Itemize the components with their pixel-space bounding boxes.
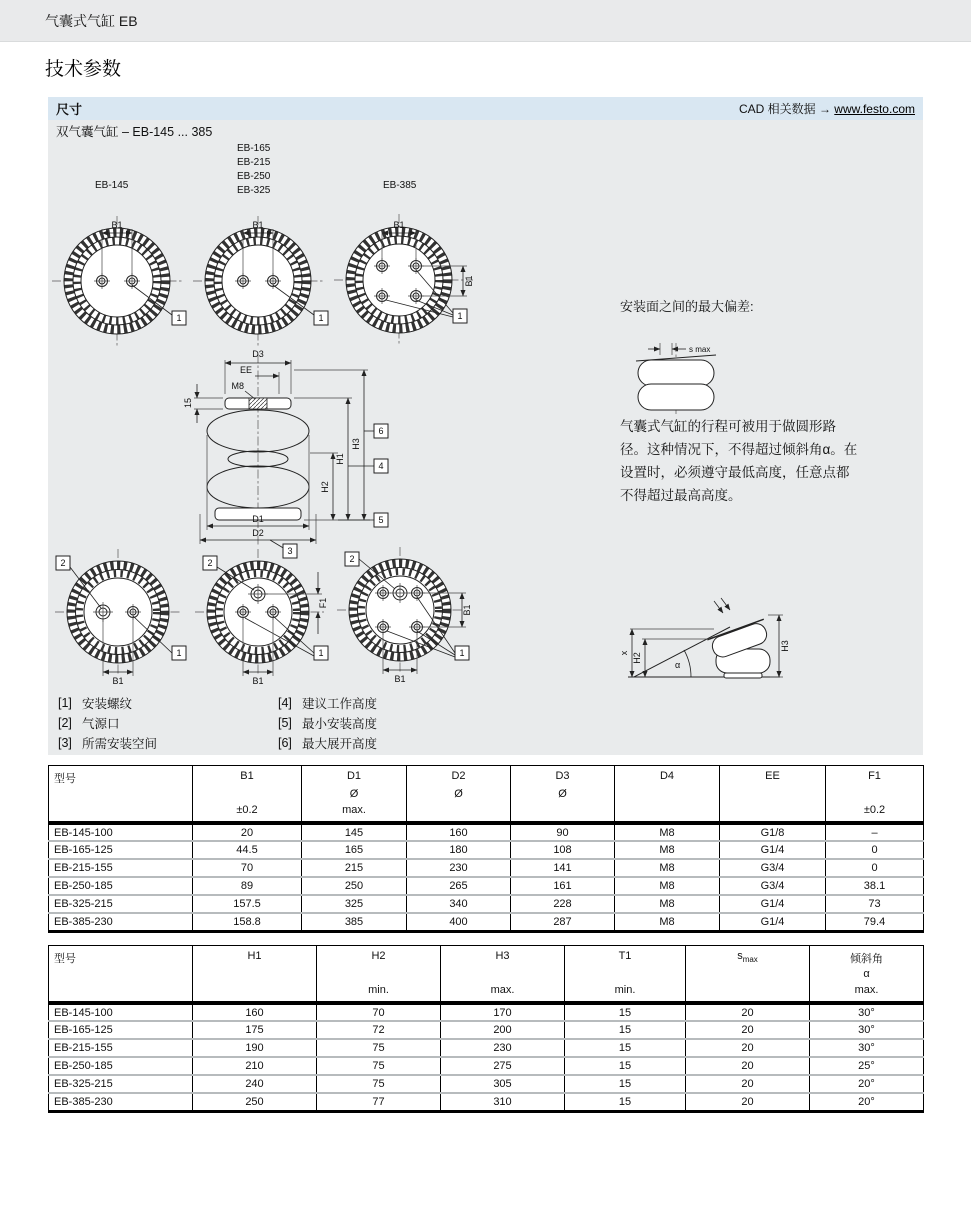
svg-text:B1: B1 bbox=[112, 676, 124, 686]
svg-text:1: 1 bbox=[176, 648, 182, 658]
table-row bbox=[49, 823, 924, 841]
svg-text:H1: H1 bbox=[335, 453, 345, 465]
bottom-view-eb145 bbox=[55, 549, 186, 686]
svg-text:D2: D2 bbox=[252, 528, 264, 538]
column-header: 倾斜角 α max. bbox=[810, 946, 924, 1004]
value-cell: G1/4 bbox=[720, 841, 826, 859]
value-cell: M8 bbox=[615, 823, 720, 841]
table-row bbox=[49, 1093, 924, 1111]
cad-label: CAD 相关数据 bbox=[738, 102, 816, 116]
value-cell: 215 bbox=[302, 859, 407, 877]
panel-header bbox=[48, 97, 923, 120]
value-cell: M8 bbox=[615, 895, 720, 913]
svg-text:D3: D3 bbox=[252, 349, 264, 359]
top-view-eb385 bbox=[334, 214, 474, 346]
value-cell: 265 bbox=[407, 877, 511, 895]
svg-text:2: 2 bbox=[349, 554, 355, 564]
value-cell: 30° bbox=[810, 1039, 924, 1057]
value-cell: M8 bbox=[615, 913, 720, 931]
svg-text:3: 3 bbox=[287, 546, 293, 556]
legend-label: 建议工作高度 bbox=[302, 697, 378, 711]
value-cell: 15 bbox=[565, 1039, 686, 1057]
value-cell: 20° bbox=[810, 1075, 924, 1093]
model-cell: EB-145-100 bbox=[54, 826, 113, 839]
panel-title: 尺寸 bbox=[56, 102, 83, 117]
value-cell: G1/4 bbox=[720, 895, 826, 913]
value-cell: 340 bbox=[407, 895, 511, 913]
value-cell: 20 bbox=[193, 823, 302, 841]
cross-section-view bbox=[183, 349, 388, 558]
column-header: B1 ±0.2 bbox=[193, 766, 302, 824]
svg-text:B1: B1 bbox=[394, 674, 406, 684]
svg-text:B1: B1 bbox=[393, 220, 405, 230]
value-cell: 30° bbox=[810, 1003, 924, 1021]
value-cell: – bbox=[826, 823, 924, 841]
section-title: 技术参数 bbox=[45, 59, 122, 80]
value-cell: 44.5 bbox=[193, 841, 302, 859]
value-cell: 165 bbox=[302, 841, 407, 859]
svg-text:D1: D1 bbox=[252, 514, 264, 524]
value-cell: 250 bbox=[193, 1093, 317, 1111]
value-cell: 30° bbox=[810, 1021, 924, 1039]
legend-number: [2] bbox=[58, 716, 72, 730]
value-cell: 230 bbox=[407, 859, 511, 877]
svg-text:B1: B1 bbox=[252, 676, 264, 686]
value-cell: G3/4 bbox=[720, 859, 826, 877]
value-cell: 157.5 bbox=[193, 895, 302, 913]
value-cell: 310 bbox=[441, 1093, 565, 1111]
svg-text:H3: H3 bbox=[351, 438, 361, 450]
legend-label: 气源口 bbox=[82, 717, 120, 731]
table-row bbox=[49, 913, 924, 931]
value-cell: 20 bbox=[686, 1003, 810, 1021]
model-cell: EB-215-155 bbox=[54, 862, 113, 874]
value-cell: 228 bbox=[511, 895, 615, 913]
table-row bbox=[49, 1075, 924, 1093]
page-header-title: 气囊式气缸 EB bbox=[45, 12, 138, 29]
legend-item bbox=[58, 693, 278, 713]
legend-label: 最大展开高度 bbox=[302, 737, 378, 751]
offset-note-title: 安装面之间的最大偏差: bbox=[620, 299, 754, 314]
column-header: D1 Ø max. bbox=[302, 766, 407, 824]
model-cell: EB-250-185 bbox=[54, 1060, 113, 1072]
svg-text:EE: EE bbox=[239, 365, 252, 375]
svg-text:F1: F1 bbox=[318, 597, 328, 609]
svg-text:H2: H2 bbox=[320, 481, 330, 493]
value-cell: 25° bbox=[810, 1057, 924, 1075]
value-cell: 72 bbox=[317, 1021, 441, 1039]
bottom-view-eb385 bbox=[337, 547, 472, 684]
value-cell: 158.8 bbox=[193, 913, 302, 931]
legend-item bbox=[58, 733, 278, 753]
column-header: D3 Ø bbox=[511, 766, 615, 824]
value-cell: 190 bbox=[193, 1039, 317, 1057]
column-header: D4 bbox=[615, 766, 720, 824]
table-row bbox=[49, 841, 924, 859]
table-row bbox=[49, 1021, 924, 1039]
svg-text:x: x bbox=[619, 650, 629, 656]
table-row bbox=[49, 1057, 924, 1075]
value-cell: 15 bbox=[565, 1075, 686, 1093]
value-cell: 73 bbox=[826, 895, 924, 913]
svg-text:B1: B1 bbox=[462, 604, 472, 616]
cad-data-line bbox=[739, 100, 915, 117]
top-view-eb165-325 bbox=[193, 216, 328, 346]
value-cell: M8 bbox=[615, 877, 720, 895]
value-cell: M8 bbox=[615, 859, 720, 877]
svg-text:1: 1 bbox=[176, 313, 182, 323]
model-cell: EB-325-215 bbox=[54, 1078, 113, 1090]
page-header-band bbox=[0, 0, 971, 42]
svg-text:B1: B1 bbox=[111, 220, 123, 230]
value-cell: 20 bbox=[686, 1093, 810, 1111]
table-row bbox=[49, 895, 924, 913]
value-cell: 75 bbox=[317, 1039, 441, 1057]
svg-text:1: 1 bbox=[318, 648, 324, 658]
value-cell: 175 bbox=[193, 1021, 317, 1039]
model-cell: EB-145-100 bbox=[54, 1006, 113, 1019]
svg-text:1: 1 bbox=[318, 313, 324, 323]
svg-text:2: 2 bbox=[207, 558, 213, 568]
value-cell: 180 bbox=[407, 841, 511, 859]
value-cell: G1/8 bbox=[720, 823, 826, 841]
legend-item bbox=[278, 733, 377, 753]
value-cell: 161 bbox=[511, 877, 615, 895]
svg-text:s max: s max bbox=[689, 345, 711, 354]
svg-text:M8: M8 bbox=[231, 381, 244, 391]
model-cell: EB-385-230 bbox=[54, 915, 113, 928]
panel-subtitle: 双气囊气缸 – EB-145 ... 385 bbox=[56, 125, 213, 139]
value-cell: 240 bbox=[193, 1075, 317, 1093]
value-cell: 15 bbox=[565, 1057, 686, 1075]
value-cell: G1/4 bbox=[720, 913, 826, 931]
svg-text:2: 2 bbox=[60, 558, 66, 568]
header-row bbox=[49, 766, 924, 824]
bottom-view-eb165-325 bbox=[195, 549, 328, 686]
column-header: 型号 bbox=[54, 773, 76, 785]
festo-link[interactable]: www.festo.com bbox=[834, 102, 915, 116]
variant-label-eb145: EB-145 bbox=[95, 180, 129, 191]
value-cell: 325 bbox=[302, 895, 407, 913]
table-row bbox=[49, 877, 924, 895]
svg-text:1: 1 bbox=[459, 648, 465, 658]
value-cell: 20 bbox=[686, 1057, 810, 1075]
dimension-table-2 bbox=[48, 945, 924, 1113]
variant-label-eb215: EB-215 bbox=[237, 157, 271, 168]
value-cell: 141 bbox=[511, 859, 615, 877]
value-cell: 275 bbox=[441, 1057, 565, 1075]
svg-text:B1: B1 bbox=[252, 220, 264, 230]
legend-label: 最小安装高度 bbox=[302, 717, 378, 731]
value-cell: 108 bbox=[511, 841, 615, 859]
value-cell: 20 bbox=[686, 1075, 810, 1093]
model-cell: EB-325-215 bbox=[54, 898, 113, 910]
value-cell: 145 bbox=[302, 823, 407, 841]
value-cell: 15 bbox=[565, 1093, 686, 1111]
value-cell: 230 bbox=[441, 1039, 565, 1057]
value-cell: 70 bbox=[193, 859, 302, 877]
body-note: 气囊式气缸的行程可被用于做圆形路径。这种情况下，不得超过倾斜角α。在设置时，必须遵守最低高度，任意点都不得超过最高高度。 bbox=[620, 419, 858, 503]
column-header: D2 Ø bbox=[407, 766, 511, 824]
variant-label-eb165: EB-165 bbox=[237, 143, 271, 154]
svg-text:1: 1 bbox=[457, 311, 463, 321]
top-view-eb145 bbox=[52, 216, 186, 346]
svg-text:15: 15 bbox=[183, 397, 193, 409]
value-cell: 250 bbox=[302, 877, 407, 895]
svg-text:5: 5 bbox=[378, 515, 384, 525]
column-header: $s_{max}$ bbox=[686, 946, 810, 1004]
dimension-table-1 bbox=[48, 765, 924, 933]
legend-number: [3] bbox=[58, 736, 72, 750]
svg-text:4: 4 bbox=[378, 461, 384, 471]
legend-item bbox=[278, 713, 377, 733]
legend-label: 安装螺纹 bbox=[82, 697, 133, 711]
value-cell: G3/4 bbox=[720, 877, 826, 895]
value-cell: 170 bbox=[441, 1003, 565, 1021]
value-cell: 305 bbox=[441, 1075, 565, 1093]
drawing-legend bbox=[58, 693, 377, 753]
value-cell: 38.1 bbox=[826, 877, 924, 895]
tilt-angle-sketch bbox=[618, 589, 796, 689]
value-cell: 75 bbox=[317, 1075, 441, 1093]
value-cell: 0 bbox=[826, 859, 924, 877]
dimensions-panel bbox=[48, 97, 923, 755]
model-cell: EB-215-155 bbox=[54, 1042, 113, 1054]
value-cell: 20° bbox=[810, 1093, 924, 1111]
variant-label-eb250: EB-250 bbox=[237, 171, 271, 182]
value-cell: 400 bbox=[407, 913, 511, 931]
value-cell: 79.4 bbox=[826, 913, 924, 931]
legend-number: [6] bbox=[278, 736, 292, 750]
model-cell: EB-165-125 bbox=[54, 844, 113, 856]
column-header: H3 max. bbox=[441, 946, 565, 1004]
column-header: H2 min. bbox=[317, 946, 441, 1004]
value-cell: 200 bbox=[441, 1021, 565, 1039]
value-cell: 70 bbox=[317, 1003, 441, 1021]
value-cell: 77 bbox=[317, 1093, 441, 1111]
value-cell: 20 bbox=[686, 1039, 810, 1057]
legend-label: 所需安装空间 bbox=[82, 737, 158, 751]
legend-number: [1] bbox=[58, 696, 72, 710]
column-header: F1 ±0.2 bbox=[826, 766, 924, 824]
value-cell: 75 bbox=[317, 1057, 441, 1075]
legend-number: [4] bbox=[278, 696, 292, 710]
column-header: T1 min. bbox=[565, 946, 686, 1004]
model-cell: EB-250-185 bbox=[54, 880, 113, 892]
column-header: 型号 bbox=[54, 953, 76, 965]
value-cell: 89 bbox=[193, 877, 302, 895]
model-cell: EB-385-230 bbox=[54, 1095, 113, 1108]
header-row bbox=[49, 946, 924, 1004]
value-cell: 385 bbox=[302, 913, 407, 931]
value-cell: 15 bbox=[565, 1021, 686, 1039]
column-header: EE bbox=[720, 766, 826, 824]
svg-text:α: α bbox=[675, 660, 681, 670]
value-cell: 0 bbox=[826, 841, 924, 859]
smax-sketch bbox=[626, 340, 741, 416]
value-cell: 160 bbox=[407, 823, 511, 841]
variant-label-eb385: EB-385 bbox=[383, 180, 417, 191]
legend-item bbox=[278, 693, 377, 713]
model-cell: EB-165-125 bbox=[54, 1024, 113, 1036]
value-cell: 20 bbox=[686, 1021, 810, 1039]
table-row bbox=[49, 1039, 924, 1057]
value-cell: 210 bbox=[193, 1057, 317, 1075]
table-row bbox=[49, 1003, 924, 1021]
svg-text:H3: H3 bbox=[780, 640, 790, 652]
arrow-right-icon: → bbox=[818, 102, 831, 116]
legend-number: [5] bbox=[278, 716, 292, 730]
svg-text:B1: B1 bbox=[464, 275, 474, 287]
table-row bbox=[49, 859, 924, 877]
svg-text:H2: H2 bbox=[632, 652, 642, 664]
value-cell: 287 bbox=[511, 913, 615, 931]
variant-label-eb325: EB-325 bbox=[237, 185, 271, 196]
column-header: H1 bbox=[193, 946, 317, 1004]
value-cell: 90 bbox=[511, 823, 615, 841]
value-cell: 15 bbox=[565, 1003, 686, 1021]
value-cell: 160 bbox=[193, 1003, 317, 1021]
value-cell: M8 bbox=[615, 841, 720, 859]
legend-item bbox=[58, 713, 278, 733]
svg-text:6: 6 bbox=[378, 426, 384, 436]
